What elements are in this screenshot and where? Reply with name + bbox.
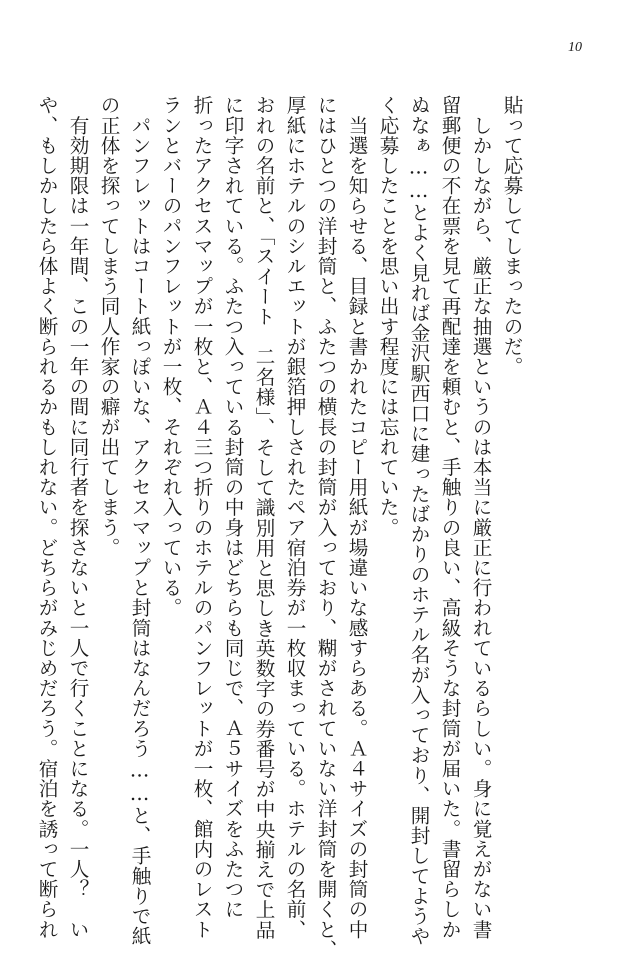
- text-line: 折ったアクセスマップが一枚と、Ａ４三つ折りのホテルのパンフレットが一枚、館内のレスト: [190, 95, 213, 940]
- text-line: 当選を知らせる、目録と書かれたコピー用紙が場違いな感すらある。Ａ４サイズの封筒の中: [345, 95, 368, 940]
- text-line: 厚紙にホテルのシルエットが銀箔押しされたペア宿泊券が一枚収まっている。ホテルの名前、: [283, 95, 306, 940]
- text-line: パンフレットはコート紙っぽいな、アクセスマップと封筒はなんだろう……と、手触りで紙: [128, 95, 151, 946]
- text-line: の正体を探ってしまう同人作家の癖が出てしまう。: [97, 95, 120, 558]
- text-line: に印字されている。ふたつ入っている封筒の中身はどちらも同じで、Ａ５サイズをふたつに: [221, 95, 244, 920]
- text-line: ランとバーのパンフレットが一枚、それぞれ入っている。: [159, 95, 182, 618]
- text-line: おれの名前と、「スイート 二名様」、そして識別用と思しき英数字の券番号が中央揃えで上品: [252, 95, 275, 940]
- page-number: 10: [568, 40, 582, 55]
- text-line: 有効期限は一年間、この一年の間に同行者を探さないと一人で行くことになる。一人？ い: [66, 95, 89, 940]
- text-line: 留郵便の不在票を見て再配達を頼むと、手触りの良い、高級そうな封筒が届いた。書留らしか: [438, 95, 461, 940]
- text-line: く応募したことを思い出す程度には忘れていた。: [376, 95, 399, 538]
- text-line: ぬなぁ……とよく見れば金沢駅西口に建ったばかりのホテル名が入っており、開封してようや: [407, 95, 430, 946]
- body-text: [31, 95, 527, 959]
- text-line: にはひとつの洋封筒と、ふたつの横長の封筒が入っており、糊がされていない洋封筒を開くと、: [314, 95, 337, 959]
- text-line: 貼って応募してしまったのだ。: [500, 95, 523, 377]
- text-line: しかしながら、厳正な抽選というのは本当に厳正に行われているらしい。身に覚えがない書: [469, 95, 492, 940]
- text-line: や、もしかしたら体よく断られるかもしれない。どちらがみじめだろう。宿泊を誘って断られ: [35, 95, 58, 940]
